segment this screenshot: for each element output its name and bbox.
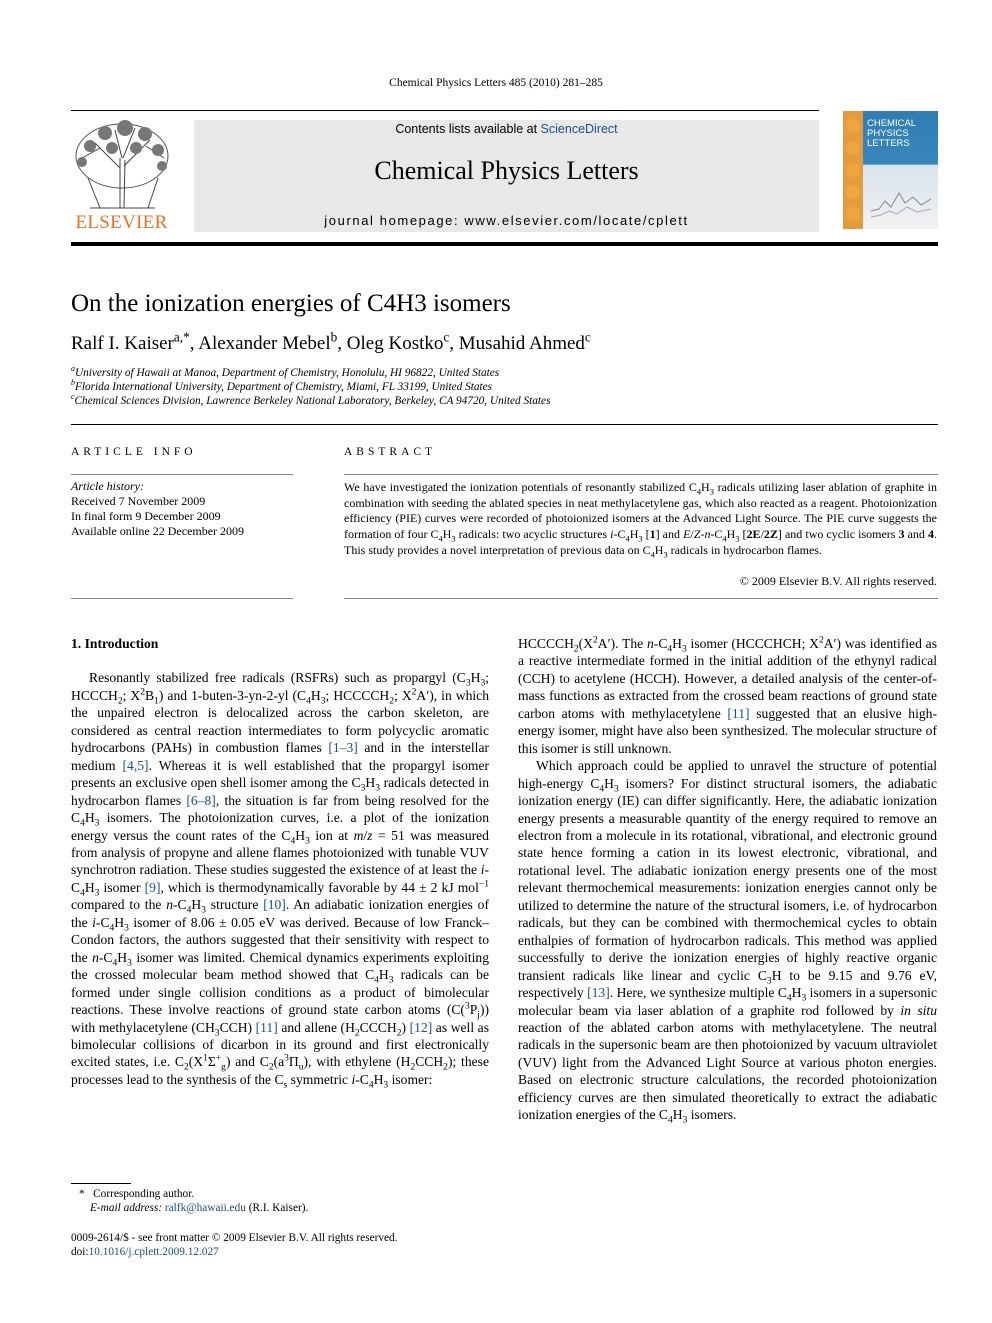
citation-link[interactable]: [1–3] — [328, 740, 358, 756]
author-separator: , — [189, 333, 199, 354]
article-info-rule — [71, 474, 293, 475]
paragraph: Which approach could be applied to unravel the structure of potential high-energy $C_4H_3$ isomers? For distinct structural isomers, the adiabatic ionization energy (IE) can differ significantly. Here, the adiabatic ionization energy presents a measurable quantity of the energy required to remove an electron from a molecule in its rotational, vibrational, and electronic ground state hence forming a cation in its lowest electronic, vibrational, and rotational level. The adiabatic ionization energy presents one of the most relevant thermochemical measurements: ionization energies cannot only be utilized to determine the nature of the structural isomers, i.e. of hydrocarbon radicals, but they can be combined with thermochemical cycles to obtain enthalpies of formation of hydrocarbon radicals. This method was applied successfully to derive the ionization energies of highly reactive organic transient radicals like linear and cyclic $C_3H$ to be 9.15 and 9.76 eV, respectively [13]. Here, we synthesize multiple $C_4H_3$ isomers in a supersonic molecular beam via laser ablation of a graphite rod followed by in situ reaction of the ablated carbon atoms with methylacetylene. The neutral radicals in the supersonic beam are then photoionized by vacuum ultraviolet (VUV) light from the Advanced Light Source at various photon energies. Based on electronic structure calculations, the recorded photoionization efficiency curves are then simulated theoretically to extract the adiabatic ionization energies of the $C_4H_3$ isomers. — [518, 758, 937, 1126]
homepage-prefix: journal homepage: — [324, 213, 465, 228]
author-name: Ralf I. Kaiser — [71, 333, 174, 354]
affiliation-text: Chemical Sciences Division, Lawrence Berkeley National Laboratory, Berkeley, CA 94720, United States — [74, 395, 551, 407]
author-affiliation-mark[interactable]: b — [330, 329, 338, 345]
author-name: Musahid Ahmed — [458, 333, 585, 354]
footnote — [71, 1187, 491, 1215]
cover-orb-icon — [846, 185, 860, 199]
article-info-bottom-rule — [71, 598, 293, 599]
affiliation-label: a — [71, 364, 75, 374]
body-column-right — [518, 635, 937, 1124]
affiliation — [71, 392, 551, 407]
issn-line: 0009-2614/$ - see front matter © 2009 Elsevier B.V. All rights reserved. — [71, 1232, 398, 1244]
citation-link[interactable]: [13] — [587, 985, 610, 1001]
affiliation-label: c — [71, 392, 75, 402]
journal-cover — [843, 111, 938, 229]
homepage-link[interactable]: www.elsevier.com/locate/cplett — [464, 213, 689, 228]
author-affiliation-mark[interactable]: c — [584, 329, 591, 345]
cover-spectrum-icon — [871, 181, 933, 221]
elsevier-logo — [70, 118, 173, 233]
header-rule — [71, 110, 819, 111]
cover-orb-icon — [846, 141, 860, 155]
journal-homepage — [194, 213, 819, 228]
body-column-left — [71, 635, 490, 1091]
section-heading: 1. Introduction — [71, 636, 159, 651]
cover-title — [867, 119, 916, 149]
author-separator: , — [337, 333, 347, 354]
citation-link[interactable]: [11] — [727, 705, 750, 721]
author-name: Oleg Kostko — [346, 333, 444, 354]
affiliation — [71, 378, 493, 393]
author-list — [71, 329, 591, 355]
cover-title-line: PHYSICS — [867, 128, 909, 139]
citation-link[interactable]: [9] — [144, 879, 161, 895]
article-history — [71, 479, 244, 539]
citation-link[interactable]: [11] — [255, 1019, 278, 1035]
affiliation-text: Florida International University, Department of Chemistry, Miami, FL 33199, United States — [74, 381, 493, 393]
footnote-rule — [71, 1183, 131, 1184]
abstract-body: We have investigated the ionization potentials of resonantly stabilized $C_4H_3$ radicals utilizing laser ablation of graphite in combination with seeding the ablated species in neat methylacetylene gas, which also reacted as a reagent. Photoionization efficiency (PIE) curves were recorded of photoionized isomers at the Advanced Light Source. The PIE curve suggests the formation of four $C_4H_3$ radicals: two acyclic structures $i-C_4H_3$ [1] and $E/Z-n-C_4H_3$ [2E/2Z] and two cyclic isomers 3 and 4. This study provides a novel interpretation of previous data on $C_4H_3$ radicals in hydrocarbon flames. — [344, 480, 937, 560]
author-name: Alexander Mebel — [198, 333, 331, 354]
cover-orb-icon — [846, 119, 860, 133]
elsevier-tree-icon — [70, 118, 173, 213]
cover-orb-icon — [846, 163, 860, 177]
cover-title-line: CHEMICAL — [867, 118, 917, 129]
author-affiliation-mark[interactable]: a,* — [173, 329, 190, 345]
section-rule — [71, 424, 938, 425]
author[interactable] — [71, 329, 199, 354]
contents-line — [194, 122, 819, 136]
contents-prefix: Contents lists available at — [395, 122, 541, 136]
sciencedirect-link[interactable]: ScienceDirect — [540, 122, 618, 136]
front-matter — [71, 1231, 571, 1259]
article-info-heading: ARTICLE INFO — [71, 446, 197, 458]
author-affiliation-mark[interactable]: c — [443, 329, 450, 345]
affiliation-text: University of Hawaii at Manoa, Department of Chemistry, Honolulu, HI 96822, United States — [74, 367, 500, 379]
abstract-rule — [344, 474, 938, 475]
author-separator: , — [449, 333, 459, 354]
cover-title-line: LETTERS — [867, 138, 910, 149]
email-link[interactable]: ralfk@hawaii.edu — [164, 1202, 246, 1214]
corresponding-author-label: Corresponding author. — [93, 1188, 195, 1200]
journal-citation: Chemical Physics Letters 485 (2010) 281–285 — [389, 77, 603, 89]
author[interactable] — [346, 329, 459, 354]
received-date: Received 7 November 2009 — [71, 494, 206, 508]
cover-orb-icon — [846, 207, 860, 221]
journal-title: Chemical Physics Letters — [374, 156, 639, 185]
paper-title: On the ionization energies of C4H3 isomers — [71, 290, 511, 317]
revised-date: In final form 9 December 2009 — [71, 509, 221, 523]
online-date: Available online 22 December 2009 — [71, 524, 245, 538]
affiliation — [71, 364, 500, 379]
header-thick-rule — [71, 242, 938, 246]
affiliation-label: b — [71, 378, 75, 388]
journal-header — [194, 120, 819, 232]
email-owner: (R.I. Kaiser). — [248, 1202, 309, 1214]
citation-link[interactable]: [4,5] — [122, 757, 149, 773]
paragraph: $HCCCCH_2(X^2A')$. The $n-C_4H_3$ isomer (HCCCHCH; $X^2A'$) was identified as a reactive intermediate formed in the initial addition of the ethynyl radical (CCH) to acetylene (HCCH). However, a detailed analysis of the center-of-mass functions as extracted from the crossed beam reactions of ground state carbon atoms with methylacetylene [11] suggested that an elusive high-energy isomer, might have also been synthesized. The molecular structure of this isomer is still unknown. — [518, 635, 937, 756]
publisher-name: ELSEVIER — [75, 212, 168, 233]
email-label: E-mail address: — [90, 1202, 163, 1214]
doi-link[interactable]: 10.1016/j.cplett.2009.12.027 — [88, 1246, 219, 1258]
abstract-bottom-rule — [344, 598, 938, 599]
paragraph: Resonantly stabilized free radicals (RSFRs) such as propargyl ($C_3H_3$; $HCCCH_2$; $X^2B_1$) and 1-buten-3-yn-2-yl ($C_4H_3$; $HCCCCH_2$; $X^2A'$), in which the unpaired electron is delocalized across the carbon skeleton, are considered as central reaction intermediates to form polycyclic aromatic hydrocarbons (PAHs) in combustion flames [1–3] and in the interstellar medium [4,5]. Whereas it is well established that the propargyl isomer presents an exclusive open shell isomer among the $C_3H_3$ radicals detected in hydrocarbon flames [6–8], the situation is far from being resolved for the $C_4H_3$ isomers. The photoionization curves, i.e. a plot of the ionization energy versus the count rates of the $C_4H_3$ ion at m/z = 51 was measured from analysis of propyne and allene flames photoionized with tunable VUV synchrotron radiation. These studies suggested the existence of at least the $i-C_4H_3$ isomer [9], which is thermodynamically favorable by 44 ± 2 kJ mol$^{-1}$ compared to the $n-C_4H_3$ structure [10]. An adiabatic ionization energies of the $i-C_4H_3$ isomer of 8.06 ± 0.05 eV was derived. Because of low Franck–Condon factors, the authors suggested that their sensitivity with respect to the $n-C_4H_3$ isomer was limited. Chemical dynamics experiments exploiting the crossed molecular beam method showed that $C_4H_3$ radicals can be formed under single collision conditions as a product of bimolecular reactions. These involve reactions of ground state carbon atoms $(C(^3P_j))$ with methylacetylene $(CH_3CCH)$ [11] and allene $(H_2CCCH_2)$ [12] as well as bimolecular collisions of dicarbon in its ground and first electronically excited states, i.e. $C_2(X^1\Sigma^+_g)$ and $C_2(a^3\Pi_u)$, with ethylene $(H_2CCH_2)$; these processes lead to the synthesis of the $C_s$ symmetric $i-C_4H_3$ isomer: — [71, 670, 490, 1091]
footnote-marker: * — [79, 1188, 85, 1200]
copyright-notice: © 2009 Elsevier B.V. All rights reserved. — [739, 574, 937, 588]
abstract-heading: ABSTRACT — [344, 446, 437, 458]
author[interactable] — [198, 329, 347, 354]
citation-link[interactable]: [12] — [409, 1019, 433, 1035]
doi-label: doi: — [71, 1246, 89, 1258]
citation-link[interactable]: [10] — [263, 897, 286, 913]
history-label: Article history: — [71, 479, 144, 493]
citation-link[interactable]: [6–8] — [186, 792, 216, 808]
author[interactable] — [458, 329, 591, 354]
